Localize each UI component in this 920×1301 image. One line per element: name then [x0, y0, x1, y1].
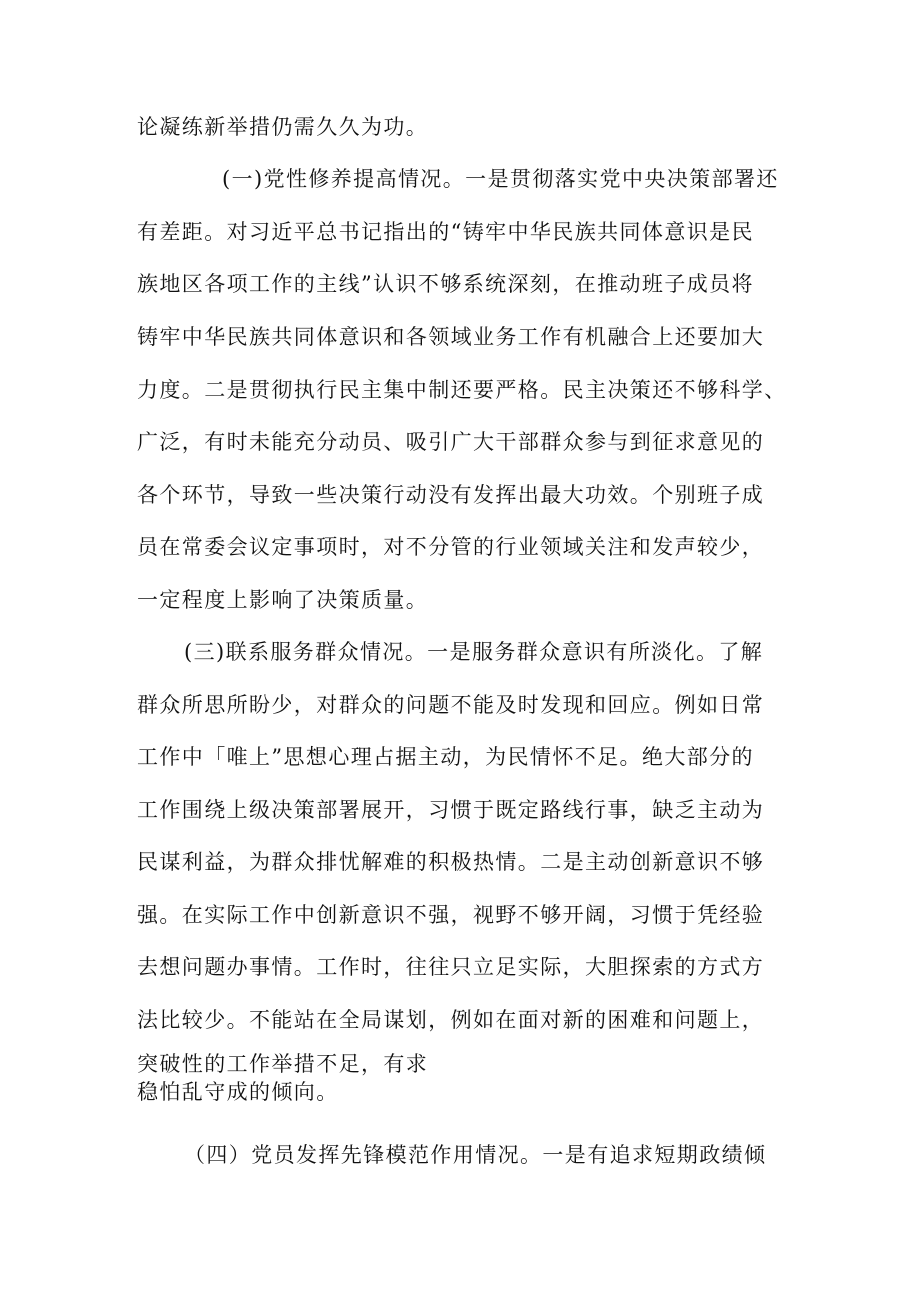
section-heading-line: (三)联系服务群众情况。一是服务群众意识有所淡化。了解 [184, 640, 764, 664]
text-line: 族地区各项工作的主线”认识不够系统深刻，在推动班子成员将 [137, 272, 754, 296]
text-line: 各个环节，导致一些决策行动没有发挥出最大功效。个别班子成 [137, 483, 765, 507]
text-line: 铸牢中华民族共同体意识和各领域业务工作有机融合上还要加大 [137, 325, 765, 349]
text-line: 突破性的工作举措不足，有求 [137, 1052, 429, 1076]
text-line: 力度。二是贯彻执行民主集中制还要严格。民主决策还不够科学、 [137, 378, 787, 402]
text-line: 去想问题办事情。工作时，往往只立足实际，大胆探索的方式方 [137, 955, 765, 979]
text-line: 法比较少。不能站在全局谋划，例如在面对新的困难和问题上， [137, 1008, 765, 1032]
section-heading-line: （四）党员发挥先锋模范作用情况。一是有追求短期政绩倾 [184, 1143, 767, 1167]
text-line: 一定程度上影响了决策质量。 [137, 588, 429, 612]
text-line: 民谋利益，为群众排忧解难的积极热情。二是主动创新意识不够 [137, 850, 765, 874]
text-line: 群众所思所盼少，对群众的问题不能及时发现和回应。例如日常 [137, 693, 765, 717]
text-line: 有差距。对习近平总书记指出的“铸牢中华民族共同体意识是民 [137, 220, 754, 244]
text-line: 论凝练新举措仍需久久为功。 [137, 115, 429, 139]
text-line: 强。在实际工作中创新意识不强，视野不够开阔，习惯于凭经验 [137, 903, 765, 927]
text-line: 工作围绕上级决策部署展开，习惯于既定路线行事，缺乏主动为 [137, 798, 765, 822]
text-line: 员在常委会议定事项时，对不分管的行业领域关注和发声较少， [137, 535, 765, 559]
section-heading-line: (一)党性修养提高情况。一是贯彻落实党中央决策部署还 [222, 167, 779, 191]
text-line: 广泛，有时未能充分动员、吸引广大干部群众参与到征求意见的 [137, 430, 765, 454]
text-line: 工作中「唯上”思想心理占据主动，为民情怀不足。绝大部分的 [137, 745, 754, 769]
text-line: 稳怕乱守成的倾向。 [137, 1080, 339, 1104]
